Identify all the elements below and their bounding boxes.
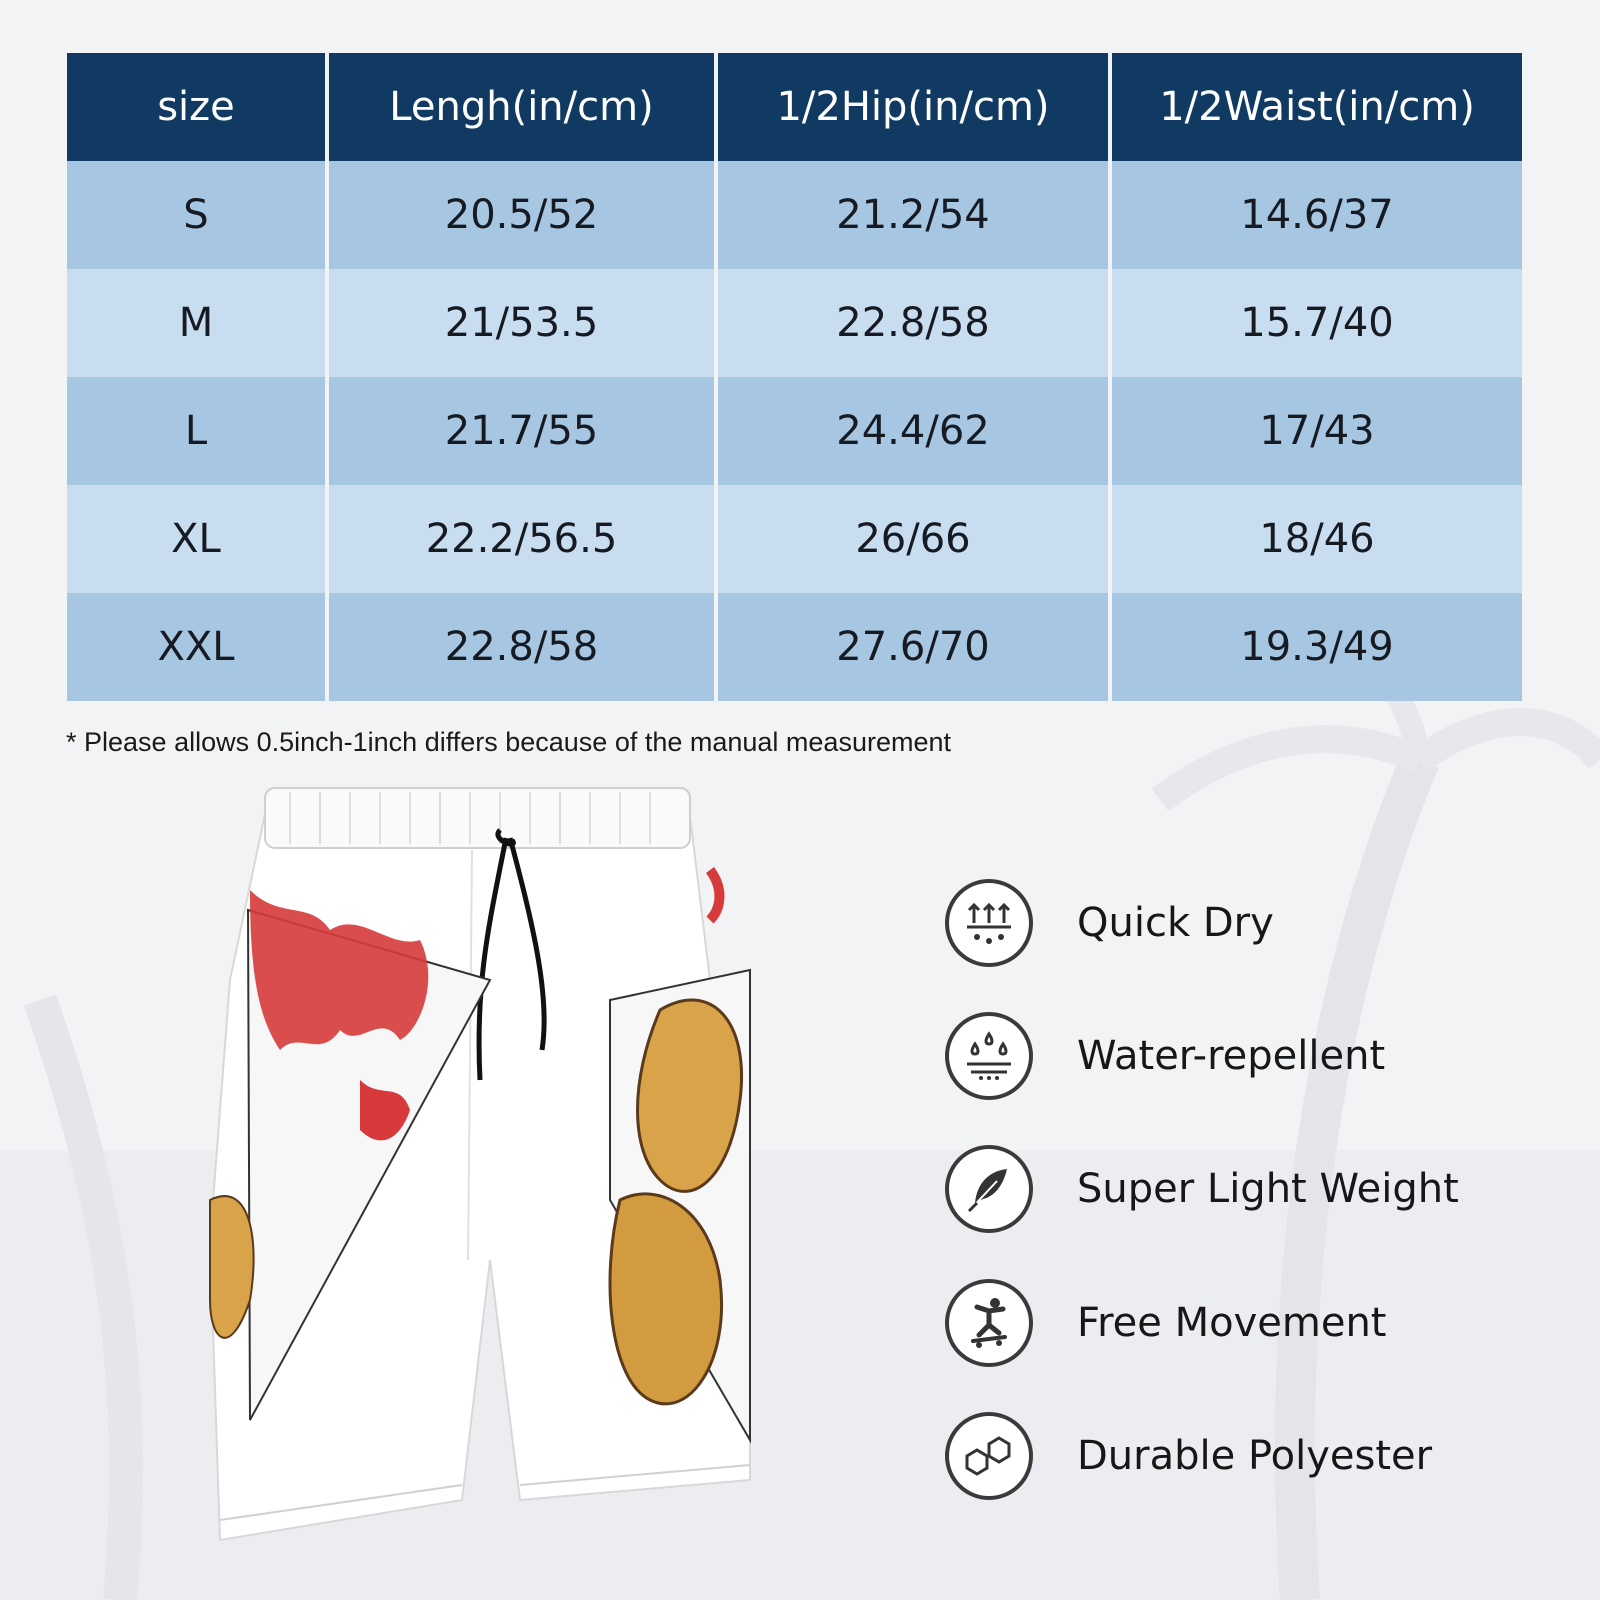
feature-free-movement	[945, 1276, 1505, 1370]
quick-dry-icon	[945, 879, 1033, 967]
cell-half-hip: 24.4/62	[718, 377, 1108, 485]
cell-length: 22.2/56.5	[329, 485, 714, 593]
cell-size: S	[67, 161, 325, 269]
table-row	[67, 377, 1522, 485]
measurement-note: * Please allows 0.5inch-1inch differs because of the manual measurement	[66, 727, 952, 757]
cell-size: XL	[67, 485, 325, 593]
cell-length: 22.8/58	[329, 593, 714, 701]
feature-water-repellent	[945, 1009, 1505, 1103]
cell-half-waist: 15.7/40	[1112, 269, 1522, 377]
molecule-icon	[945, 1412, 1033, 1500]
cell-half-waist: 18/46	[1112, 485, 1522, 593]
size-chart-table	[63, 53, 1526, 701]
cell-half-waist: 19.3/49	[1112, 593, 1522, 701]
cell-size: XXL	[67, 593, 325, 701]
cell-half-hip: 27.6/70	[718, 593, 1108, 701]
cell-half-hip: 26/66	[718, 485, 1108, 593]
feather-icon	[945, 1145, 1033, 1233]
cell-length: 20.5/52	[329, 161, 714, 269]
cell-half-hip: 21.2/54	[718, 161, 1108, 269]
water-repellent-icon	[945, 1012, 1033, 1100]
feature-quick-dry	[945, 876, 1505, 970]
feature-label: Free Movement	[1077, 1300, 1387, 1346]
cell-size: M	[67, 269, 325, 377]
cell-half-hip: 22.8/58	[718, 269, 1108, 377]
table-header-row	[67, 53, 1522, 161]
table-row	[67, 485, 1522, 593]
header-size: size	[67, 53, 325, 161]
header-length: Lengh(in/cm)	[329, 53, 714, 161]
feature-label: Water-repellent	[1077, 1033, 1386, 1079]
feature-durable-polyester	[945, 1409, 1505, 1503]
cell-size: L	[67, 377, 325, 485]
feature-label: Super Light Weight	[1077, 1166, 1459, 1212]
table-row	[67, 593, 1522, 701]
feature-label: Quick Dry	[1077, 900, 1274, 946]
cell-length: 21/53.5	[329, 269, 714, 377]
table-row	[67, 269, 1522, 377]
header-half-hip: 1/2Hip(in/cm)	[718, 53, 1108, 161]
cell-half-waist: 17/43	[1112, 377, 1522, 485]
cell-length: 21.7/55	[329, 377, 714, 485]
cell-half-waist: 14.6/37	[1112, 161, 1522, 269]
skater-icon	[945, 1279, 1033, 1367]
feature-light-weight	[945, 1142, 1505, 1236]
header-half-waist: 1/2Waist(in/cm)	[1112, 53, 1522, 161]
feature-label: Durable Polyester	[1077, 1433, 1433, 1479]
board-shorts-image	[190, 780, 770, 1580]
table-row	[67, 161, 1522, 269]
